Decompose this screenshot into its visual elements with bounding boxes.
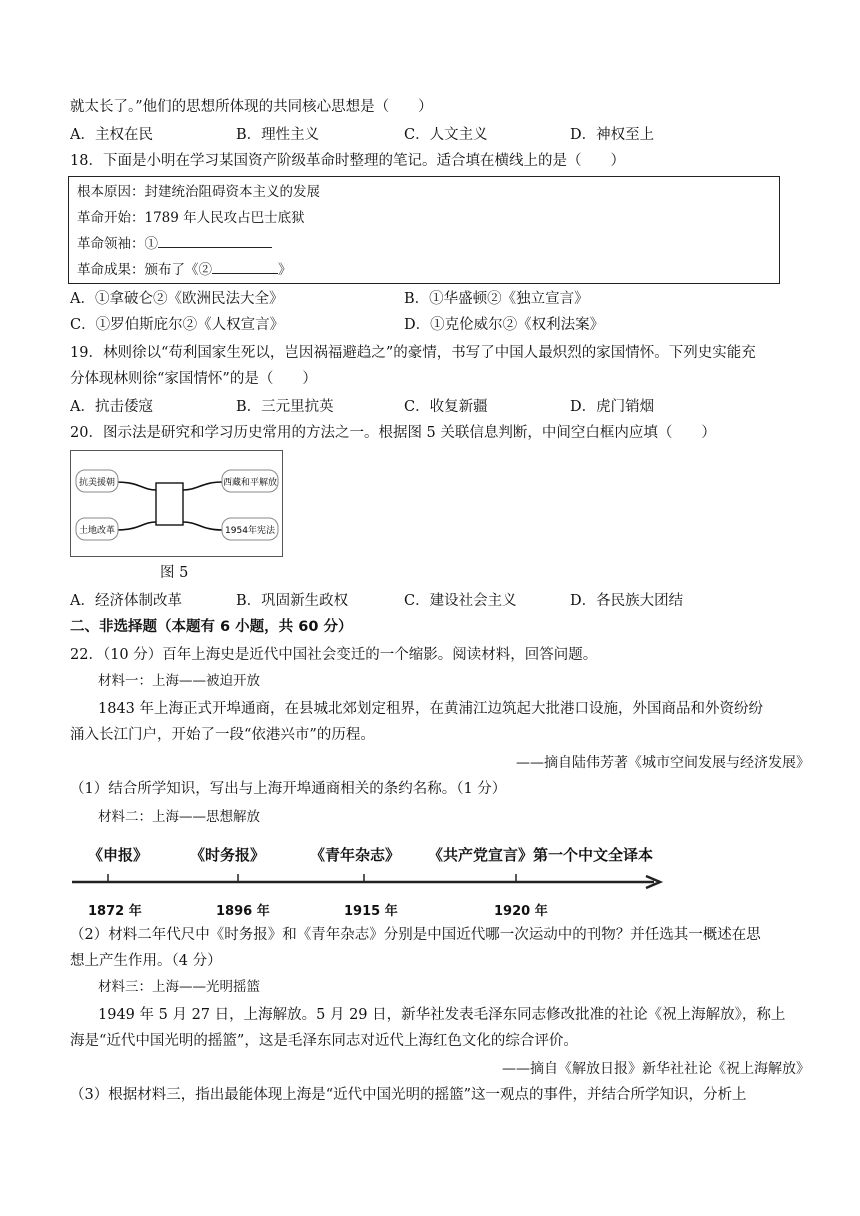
q18-stem: 18．下面是小明在学习某国资产阶级革命时整理的笔记。适合填在横线上的是（ ） <box>70 153 625 169</box>
figure-caption: 图 5 <box>160 565 189 581</box>
note-leader-prefix: 革命领袖：① <box>77 236 158 252</box>
timeline-item-qingnianzazhi: 《青年杂志》 <box>310 846 401 864</box>
q18-option-b: B．①华盛顿②《独立宣言》 <box>404 291 589 307</box>
q20-option-c: C．建设社会主义 <box>404 593 517 609</box>
q18-option-c: C．①罗伯斯庇尔②《人权宣言》 <box>70 317 285 333</box>
q19-option-c: C．收复新疆 <box>404 399 488 415</box>
section-title: 二、非选择题（本题有 6 小题，共 60 分） <box>70 619 353 635</box>
q22-subquestion-2-line1: （2）材料二年代尺中《时务报》和《青年杂志》分别是中国近代哪一次运动中的刊物？并任选其一概述在思 <box>70 927 761 943</box>
note-line-leader <box>77 233 272 255</box>
q19-option-b: B．三元里抗英 <box>236 399 334 415</box>
box-left-bottom-label: 土地改革 <box>78 526 116 536</box>
box-right-bottom-label: 1954年宪法 <box>225 526 275 536</box>
q17-option-c: C．人文主义 <box>404 127 488 143</box>
note-result-suffix: 》 <box>278 262 292 278</box>
box-left-top-label: 抗美援朝 <box>78 478 116 488</box>
q20-option-d: D．各民族大团结 <box>570 593 684 609</box>
material3-text-line2: 海是“近代中国光明的摇篮”，这是毛泽东同志对近代上海红色文化的综合评价。 <box>70 1033 578 1049</box>
q20-option-b: B．巩固新生政权 <box>236 593 349 609</box>
q18-option-a: A．①拿破仑②《欧洲民法大全》 <box>70 291 284 307</box>
blank-center-box <box>156 483 183 525</box>
material1-title: 材料一：上海——被迫开放 <box>98 673 260 689</box>
q17-stem-tail: 就太长了。”他们的思想所体现的共同核心思想是（ ） <box>70 99 433 115</box>
timeline-item-manifesto: 《共产党宣言》第一个中文全译本 <box>428 846 654 864</box>
timeline <box>70 838 670 922</box>
note-line-result <box>77 259 292 281</box>
timeline-item-shiwubao: 《时务报》 <box>190 846 266 864</box>
q18-note-box <box>68 176 780 284</box>
timeline-year-1915: 1915 年 <box>344 904 398 919</box>
q17-option-a: A．主权在民 <box>70 127 153 143</box>
timeline-year-1872: 1872 年 <box>88 904 142 919</box>
material1-source: ——摘自陆伟芳著《城市空间发展与经济发展》 <box>516 755 810 771</box>
note-result-prefix: 革命成果：颁布了《② <box>77 262 212 278</box>
timeline-axis <box>70 872 670 892</box>
q20-stem: 20．图示法是研究和学习历史常用的方法之一。根据图 5 关联信息判断，中间空白框内应填（ ） <box>70 425 716 441</box>
note-line-start: 革命开始：1789 年人民攻占巴士底狱 <box>77 210 305 226</box>
box-right-top-label: 西藏和平解放 <box>222 478 278 488</box>
material2-title: 材料二：上海——思想解放 <box>98 809 260 825</box>
q19-option-d: D．虎门销烟 <box>570 399 655 415</box>
q18-option-d: D．①克伦威尔②《权利法案》 <box>404 317 605 333</box>
material3-source: ——摘自《解放日报》新华社社论《祝上海解放》 <box>502 1061 810 1077</box>
figure-5-diagram <box>70 450 283 557</box>
q22-subquestion-3-line1: （3）根据材料三，指出最能体现上海是“近代中国光明的摇篮”这一观点的事件，并结合所学知识，分析上 <box>70 1087 747 1103</box>
q17-option-d: D．神权至上 <box>570 127 655 143</box>
q19-stem-line1: 19．林则徐以“苟利国家生死以，岂因祸福避趋之”的豪情，书写了中国人最炽烈的家国情怀。下列史实能充 <box>70 345 756 361</box>
leader-blank <box>158 233 272 248</box>
q22-subquestion-1: （1）结合所学知识，写出与上海开埠通商相关的条约名称。（1 分） <box>70 781 507 797</box>
timeline-year-1896: 1896 年 <box>216 904 270 919</box>
material3-text-line1: 1949 年 5 月 27 日，上海解放。5 月 29 日，新华社发表毛泽东同志修改批准的社论《祝上海解放》，称上 <box>98 1007 786 1023</box>
q22-stem: 22．（10 分）百年上海史是近代中国社会变迁的一个缩影。阅读材料，回答问题。 <box>70 647 598 663</box>
timeline-year-1920: 1920 年 <box>494 904 548 919</box>
q20-option-a: A．经济体制改革 <box>70 593 182 609</box>
q17-option-b: B．理性主义 <box>236 127 320 143</box>
material1-text-line1: 1843 年上海正式开埠通商，在县城北郊划定租界，在黄浦江边筑起大批港口设施，外国商品和外资纷纷 <box>98 701 764 717</box>
material1-text-line2: 涌入长江门户，开始了一段“依港兴市”的历程。 <box>70 727 375 743</box>
figure-5 <box>70 450 283 557</box>
result-blank <box>212 259 278 274</box>
q19-stem-line2: 分体现林则徐“家国情怀”的是（ ） <box>70 371 317 387</box>
material3-title: 材料三：上海——光明摇篮 <box>98 979 260 995</box>
note-line-cause: 根本原因：封建统治阻碍资本主义的发展 <box>77 184 320 200</box>
q22-subquestion-2-line2: 想上产生作用。（4 分） <box>70 953 222 969</box>
timeline-item-shenbao: 《申报》 <box>88 846 149 864</box>
q19-option-a: A．抗击倭寇 <box>70 399 153 415</box>
